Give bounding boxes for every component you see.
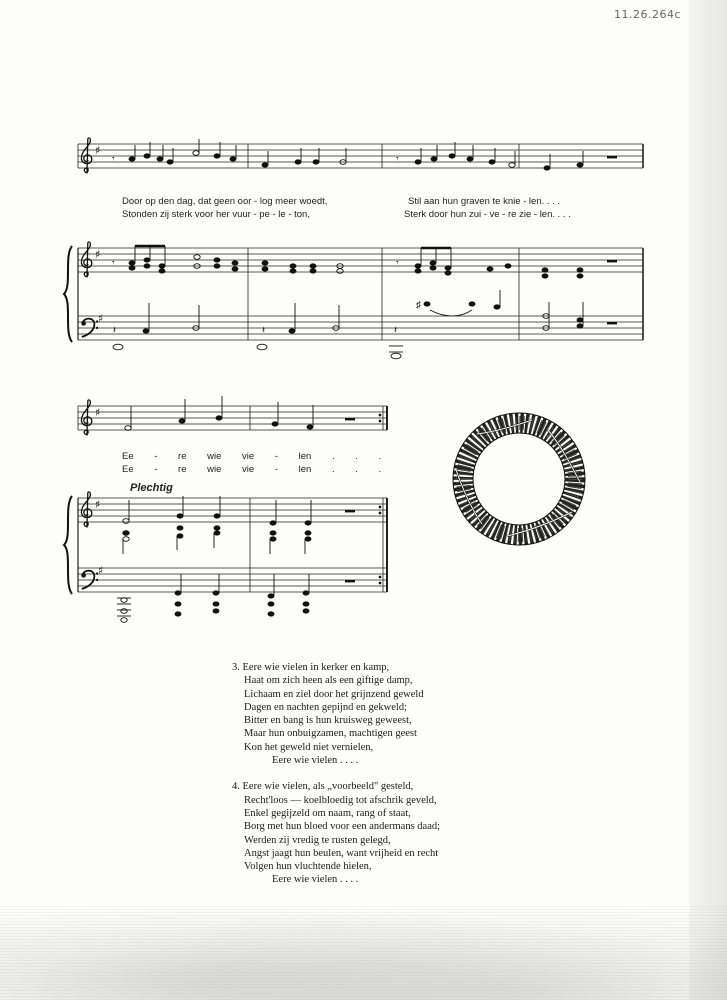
treble-clef <box>81 138 91 173</box>
svg-text:𝄾: 𝄾 <box>396 154 399 165</box>
svg-text:♯: ♯ <box>98 312 104 325</box>
verse-4 <box>232 780 440 886</box>
verse-line: Kon het geweld niet vernielen, <box>244 741 374 753</box>
lyric-s1-l1-a: Door op den dag, dat geen oor - log meer woedt, <box>122 196 328 207</box>
svg-text:𝄽: 𝄽 <box>394 325 398 336</box>
lyric-s1-l2-a: Stonden zij sterk voor her vuur - pe - le - ton, <box>122 209 310 220</box>
verse-line: Angst jaagt hun beulen, want vrijheid en recht <box>244 847 439 859</box>
scan-grain <box>0 905 727 1000</box>
svg-text:♯: ♯ <box>95 498 101 511</box>
treble-clef <box>81 492 91 527</box>
archive-id: 11.26.264c <box>614 8 682 21</box>
wreath-illustration <box>452 412 587 547</box>
verse-line: Dagen en nachten gepijnd en gekweld; <box>244 701 407 713</box>
piano-brace-2 <box>64 496 72 594</box>
piano-brace-1 <box>64 246 72 342</box>
verse-line: Borg met hun bloed voor een andermans daad; <box>244 821 441 833</box>
treble-clef <box>81 242 91 277</box>
lyric-s1-l2-b: Sterk door hun zui - ve - re zie - len. . . . <box>404 209 571 220</box>
verse-refrain: Eere wie vielen . . . . <box>272 874 359 886</box>
verse-line: Lichaam en ziel door het grijnzend geweld <box>244 688 424 700</box>
piano-notes-1 <box>112 246 617 359</box>
svg-text:𝄾: 𝄾 <box>112 154 115 165</box>
tempo-marking: Plechtig <box>130 482 173 494</box>
verse-3 <box>232 661 440 767</box>
verse-line: Enkel gegijzeld om naam, rang of staat, <box>244 807 411 819</box>
svg-text:𝄾: 𝄾 <box>396 258 399 269</box>
verse-line: Volgen hun vluchtende hielen, <box>244 861 372 873</box>
verse-line: Maar hun onbuigzamen, machtigen geest <box>244 728 417 740</box>
lyric-s2-l1: Ee - re wie vie - len . . . <box>122 451 382 462</box>
lyric-s1-l1-b: Stil aan hun graven te knie - len. . . . <box>408 196 561 207</box>
svg-text:♯: ♯ <box>95 144 101 157</box>
svg-text:♯: ♯ <box>95 406 101 419</box>
lyric-s2-l2: Ee - re wie vie - len . . . <box>122 464 382 475</box>
treble-clef <box>81 400 91 435</box>
verse-line: Bitter en bang is hun kruisweg geweest, <box>244 715 412 727</box>
verse-line: Haat om zich heen als een giftige damp, <box>244 675 413 687</box>
voice-notes-2 <box>125 396 381 430</box>
svg-text:𝄾: 𝄾 <box>112 258 115 269</box>
svg-text:𝄽: 𝄽 <box>113 325 117 336</box>
voice-staff-2 <box>78 406 387 430</box>
verse-refrain: Eere wie vielen . . . . <box>272 755 359 767</box>
verse-line: 4. Eere wie vielen, als „voorbeeld" gesteld, <box>232 781 414 793</box>
svg-text:𝄽: 𝄽 <box>262 325 266 336</box>
verse-line: Werden zij vredig te rusten gelegd, <box>244 834 391 846</box>
svg-text:♯: ♯ <box>95 248 101 261</box>
piano-system-2 <box>78 498 387 592</box>
piano-notes-2 <box>117 496 381 622</box>
piano-system-1 <box>78 248 643 340</box>
verse-line: Recht'loos — koelbloedig tot afschrik geveld, <box>244 794 437 806</box>
svg-text:♯: ♯ <box>98 564 104 577</box>
verse-line: 3. Eere wie vielen in kerker en kamp, <box>232 662 390 673</box>
svg-text:♯: ♯ <box>416 300 421 311</box>
verses-block <box>232 661 440 900</box>
